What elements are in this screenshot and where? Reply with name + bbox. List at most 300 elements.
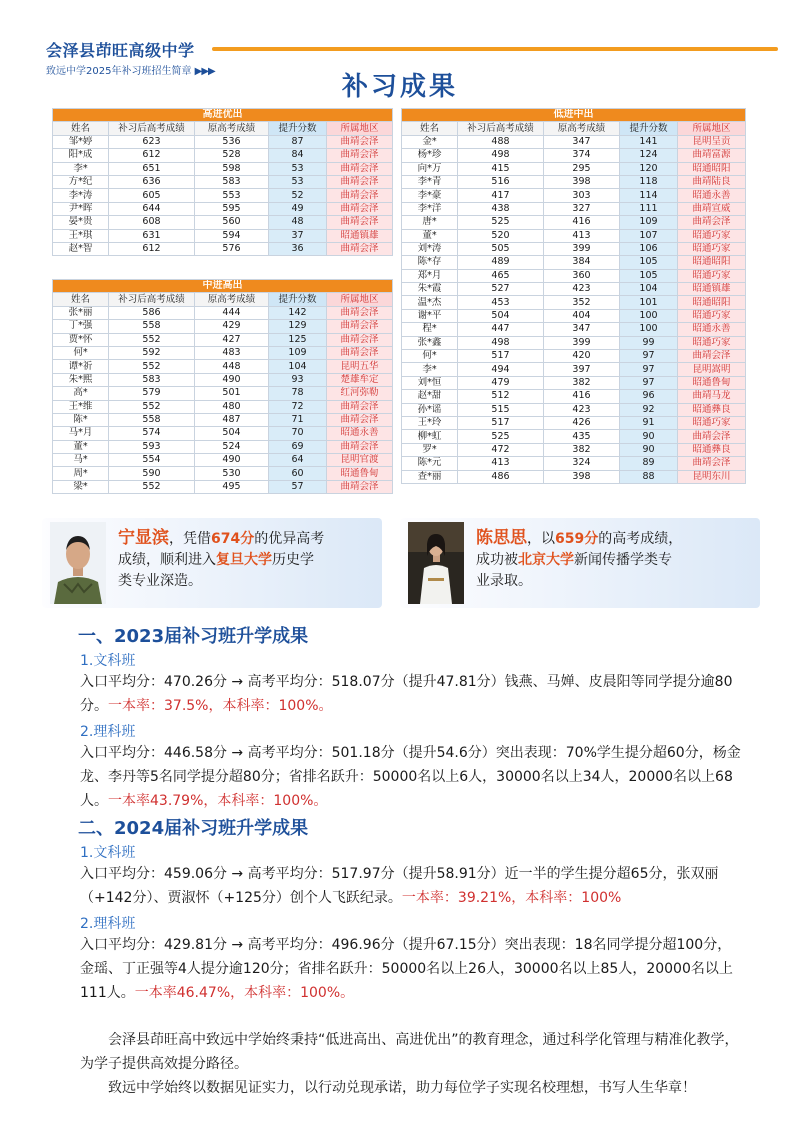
table-cell: 楚雄牟定 [327, 373, 393, 386]
table-row [402, 416, 746, 429]
table-cell: 382 [544, 443, 620, 456]
table-cell: 谭*祈 [53, 360, 109, 373]
table-cell: 昆明官渡 [327, 454, 393, 467]
table-cell: 590 [109, 467, 195, 480]
table-cell: 曲靖会泽 [327, 480, 393, 493]
column-header: 原高考成绩 [195, 293, 269, 306]
table-cell: 479 [458, 376, 544, 389]
table-cell: 636 [109, 175, 195, 188]
table-cell: 92 [620, 403, 678, 416]
table-cell: 71 [269, 413, 327, 426]
table-cell: 昭通昭阳 [678, 162, 746, 175]
table-row [402, 256, 746, 269]
table-cell: 梁* [53, 480, 109, 493]
table-cell: 504 [458, 309, 544, 322]
table-cell: 晏*贵 [53, 216, 109, 229]
table-cell: 416 [544, 216, 620, 229]
table-dijin-zhongchu [401, 108, 746, 484]
subsection-like-2024: 2.理科班 [80, 916, 136, 932]
column-header: 提升分数 [269, 293, 327, 306]
profile-card-chen [400, 518, 760, 608]
table-cell: 552 [109, 400, 195, 413]
table-cell: 420 [544, 350, 620, 363]
table-cell: 曲靖会泽 [327, 162, 393, 175]
table-row [402, 189, 746, 202]
table-cell: 84 [269, 149, 327, 162]
table-cell: 69 [269, 440, 327, 453]
table-row [53, 162, 393, 175]
table-cell: 97 [620, 376, 678, 389]
table-row [53, 189, 393, 202]
table-cell: 382 [544, 376, 620, 389]
table-cell: 480 [195, 400, 269, 413]
table-cell: 昆明嵩明 [678, 363, 746, 376]
table-cell: 孙*谣 [402, 403, 458, 416]
column-header: 姓名 [53, 293, 109, 306]
table-cell: 552 [109, 480, 195, 493]
table-cell: 张*丽 [53, 306, 109, 319]
table-cell: 125 [269, 333, 327, 346]
table-cell: 397 [544, 363, 620, 376]
table-row [402, 470, 746, 483]
result-text: 入口平均分：459.06分 → 高考平均分：517.97分（提升58.91分）近一半的学生提分超65分，张双丽（+142分）、贾淑怀（+125分）创个人飞跃纪录。 [80, 866, 719, 906]
table-row [402, 443, 746, 456]
table-cell: 红河弥勒 [327, 387, 393, 400]
table-cell: 王*维 [53, 400, 109, 413]
table-cell: 118 [620, 175, 678, 188]
table-cell: 360 [544, 269, 620, 282]
subsection-wenke-2024: 1.文科班 [80, 845, 136, 861]
table-cell: 465 [458, 269, 544, 282]
table-row [53, 202, 393, 215]
table-cell: 昭通巧家 [678, 242, 746, 255]
table-cell: 向*万 [402, 162, 458, 175]
paragraph-wenke-2023 [80, 670, 745, 718]
column-header: 补习后高考成绩 [109, 293, 195, 306]
table-cell: 595 [195, 202, 269, 215]
table-cell: 142 [269, 306, 327, 319]
table-cell: 399 [544, 336, 620, 349]
table-row [53, 135, 393, 148]
table-cell: 605 [109, 189, 195, 202]
table-cell: 57 [269, 480, 327, 493]
table-cell: 70 [269, 427, 327, 440]
table-gaojin-youchu [52, 108, 393, 256]
table-cell: 101 [620, 296, 678, 309]
table-cell: 曲靖会泽 [327, 413, 393, 426]
table-cell: 594 [195, 229, 269, 242]
column-header: 补习后高考成绩 [109, 122, 195, 135]
table-cell: 曲靖会泽 [327, 333, 393, 346]
table-cell: 高* [53, 387, 109, 400]
table-cell: 刘*恒 [402, 376, 458, 389]
table-row [402, 175, 746, 188]
table-cell: 柳*虹 [402, 430, 458, 443]
table-cell: 516 [458, 175, 544, 188]
table-row [402, 242, 746, 255]
table-cell: 90 [620, 430, 678, 443]
table-cell: 昭通巧家 [678, 416, 746, 429]
table-cell: 昭通镇雄 [678, 283, 746, 296]
table-cell: 曲靖陆良 [678, 175, 746, 188]
table-row [402, 162, 746, 175]
table-cell: 524 [195, 440, 269, 453]
table-cell: 106 [620, 242, 678, 255]
table-cell: 董* [53, 440, 109, 453]
table-cell: 36 [269, 242, 327, 255]
table-cell: 612 [109, 149, 195, 162]
table-cell: 89 [620, 457, 678, 470]
table-cell: 530 [195, 467, 269, 480]
paragraph-like-2024 [80, 933, 745, 1005]
table-cell: 426 [544, 416, 620, 429]
table-cell: 586 [109, 306, 195, 319]
table-row [402, 390, 746, 403]
column-header: 所属地区 [327, 122, 393, 135]
table-cell: 536 [195, 135, 269, 148]
subsection-like-2023: 2.理科班 [80, 724, 136, 740]
table-cell: 48 [269, 216, 327, 229]
table-cell: 114 [620, 189, 678, 202]
table-cell: 612 [109, 242, 195, 255]
table-row [402, 403, 746, 416]
section-title-2024: 二、2024届补习班升学成果 [78, 818, 309, 839]
table-cell: 马*月 [53, 427, 109, 440]
header-divider [212, 47, 778, 51]
result-text: 入口平均分：446.58分 → 高考平均分：501.18分（提升54.6分）突出表现：70%学生提分超60分，杨金龙、李丹等5名同学提分超80分；省排名跃升：50000名以上6人，30000名以上34人，20000名以上68人。 [80, 745, 741, 809]
table-cell: 109 [269, 346, 327, 359]
table-cell: 尹*晖 [53, 202, 109, 215]
table-row [53, 467, 393, 480]
table-cell: 552 [109, 360, 195, 373]
table-cell: 120 [620, 162, 678, 175]
table-cell: 100 [620, 309, 678, 322]
table-cell: 91 [620, 416, 678, 429]
table-cell: 李* [53, 162, 109, 175]
table-cell: 489 [458, 256, 544, 269]
table-cell: 490 [195, 373, 269, 386]
table-cell: 593 [109, 440, 195, 453]
table-cell: 李*豪 [402, 189, 458, 202]
table-row [402, 216, 746, 229]
profile-text-part: 的优异高考 [254, 531, 325, 547]
table-cell: 109 [620, 216, 678, 229]
table-cell: 517 [458, 416, 544, 429]
profile-text-part: 业录取。 [476, 573, 532, 589]
table-cell: 97 [620, 350, 678, 363]
table-cell: 曲靖会泽 [327, 242, 393, 255]
table-cell: 昭通巧家 [678, 229, 746, 242]
table-cell: 444 [195, 306, 269, 319]
table-cell: 413 [458, 457, 544, 470]
admitted-university: 复旦大学 [216, 552, 272, 568]
table-cell: 昆明五华 [327, 360, 393, 373]
table-cell: 96 [620, 390, 678, 403]
table-cell: 王*琪 [53, 229, 109, 242]
table-cell: 525 [458, 430, 544, 443]
table-cell: 528 [195, 149, 269, 162]
table-cell: 631 [109, 229, 195, 242]
table-row [53, 454, 393, 467]
admission-rate: 一本率：39.21%，本科率：100% [401, 890, 622, 906]
table-cell: 498 [458, 149, 544, 162]
table-cell: 赵*甜 [402, 390, 458, 403]
table-cell: 129 [269, 320, 327, 333]
table-cell: 488 [458, 135, 544, 148]
table-cell: 574 [109, 427, 195, 440]
table-cell: 512 [458, 390, 544, 403]
table-cell: 104 [269, 360, 327, 373]
admission-rate: 一本率46.47%，本科率：100%。 [134, 985, 355, 1001]
table-cell: 张*鑫 [402, 336, 458, 349]
profile-text [118, 528, 378, 592]
table-cell: 90 [620, 443, 678, 456]
table-cell: 曲靖会泽 [678, 457, 746, 470]
table-row [402, 430, 746, 443]
table-cell: 100 [620, 323, 678, 336]
table-cell: 罗* [402, 443, 458, 456]
page-title: 补习成果 [341, 72, 458, 102]
table-cell: 494 [458, 363, 544, 376]
table-row [53, 216, 393, 229]
table-cell: 472 [458, 443, 544, 456]
table-cell: 487 [195, 413, 269, 426]
profile-text-part: ，以 [527, 531, 555, 547]
school-name: 会泽县茚旺高级中学 [46, 41, 195, 60]
table-cell: 64 [269, 454, 327, 467]
profile-text-part: ，凭借 [169, 531, 211, 547]
table-cell: 昆明呈贡 [678, 135, 746, 148]
table-row [53, 242, 393, 255]
table-row [402, 336, 746, 349]
table-cell: 郑*月 [402, 269, 458, 282]
table-cell: 87 [269, 135, 327, 148]
profile-text-part: 新闻传播学类专 [574, 552, 672, 568]
table-cell: 何* [53, 346, 109, 359]
table-cell: 415 [458, 162, 544, 175]
profile-text-part: 历史学 [272, 552, 314, 568]
table-cell: 昭通镇雄 [327, 229, 393, 242]
table-cell: 朱*霞 [402, 283, 458, 296]
table-cell: 398 [544, 470, 620, 483]
table-cell: 384 [544, 256, 620, 269]
table-cell: 99 [620, 336, 678, 349]
table-cell: 程* [402, 323, 458, 336]
column-header: 所属地区 [327, 293, 393, 306]
table-row [402, 269, 746, 282]
table-cell: 517 [458, 350, 544, 363]
table-cell: 435 [544, 430, 620, 443]
table-cell: 453 [458, 296, 544, 309]
paragraph-wenke-2024 [80, 862, 745, 910]
table-cell: 查*丽 [402, 470, 458, 483]
table-cell: 72 [269, 400, 327, 413]
table-row [402, 309, 746, 322]
table-section-title: 高进优出 [53, 109, 393, 122]
table-cell: 曲靖会泽 [327, 175, 393, 188]
table-row [53, 373, 393, 386]
table-row [402, 363, 746, 376]
subsection-wenke-2023: 1.文科班 [80, 653, 136, 669]
table-cell: 曲靖会泽 [327, 346, 393, 359]
profile-text-part: 成绩，顺利进入 [118, 552, 216, 568]
table-row [402, 229, 746, 242]
table-cell: 88 [620, 470, 678, 483]
table-cell: 416 [544, 390, 620, 403]
table-cell: 马* [53, 454, 109, 467]
table-cell: 398 [544, 175, 620, 188]
table-cell: 495 [195, 480, 269, 493]
table-row [402, 149, 746, 162]
column-header: 提升分数 [620, 122, 678, 135]
table-cell: 李*涛 [53, 189, 109, 202]
student-score: 659分 [555, 531, 599, 547]
column-header: 原高考成绩 [544, 122, 620, 135]
table-cell: 李* [402, 363, 458, 376]
table-cell: 644 [109, 202, 195, 215]
table-header-row [402, 122, 746, 135]
table-cell: 昭通巧家 [678, 336, 746, 349]
table-cell: 592 [109, 346, 195, 359]
table-cell: 昭通永善 [678, 323, 746, 336]
table-cell: 陈* [53, 413, 109, 426]
table-cell: 352 [544, 296, 620, 309]
table-cell: 53 [269, 175, 327, 188]
table-cell: 347 [544, 323, 620, 336]
table-cell: 昭通鲁甸 [327, 467, 393, 480]
table-cell: 404 [544, 309, 620, 322]
table-cell: 曲靖宣威 [678, 202, 746, 215]
table-row [53, 480, 393, 493]
table-cell: 423 [544, 403, 620, 416]
table-row [53, 149, 393, 162]
profile-text-part: 的高考成绩， [598, 531, 683, 547]
table-cell: 623 [109, 135, 195, 148]
table-cell: 105 [620, 269, 678, 282]
table-row [402, 202, 746, 215]
table-cell: 105 [620, 256, 678, 269]
table-cell: 刘*涛 [402, 242, 458, 255]
student-photo-avatar [50, 522, 106, 604]
table-cell: 295 [544, 162, 620, 175]
table-cell: 昭通巧家 [678, 309, 746, 322]
table-cell: 583 [195, 175, 269, 188]
table-cell: 李*洋 [402, 202, 458, 215]
table-cell: 447 [458, 323, 544, 336]
triple-arrow-icon: ▶▶▶ [194, 66, 215, 77]
student-name: 宁显滨 [118, 528, 169, 548]
admission-rate: 一本率：37.5%，本科率：100%。 [108, 698, 333, 714]
table-row [402, 376, 746, 389]
table-cell: 陈*存 [402, 256, 458, 269]
table-cell: 520 [458, 229, 544, 242]
table-cell: 董* [402, 229, 458, 242]
admitted-university: 北京大学 [518, 552, 574, 568]
table-cell: 60 [269, 467, 327, 480]
table-cell: 527 [458, 283, 544, 296]
table-cell: 曲靖会泽 [327, 306, 393, 319]
table-cell: 576 [195, 242, 269, 255]
table-cell: 427 [195, 333, 269, 346]
table-cell: 曲靖马龙 [678, 390, 746, 403]
table-cell: 417 [458, 189, 544, 202]
table-cell: 554 [109, 454, 195, 467]
table-cell: 448 [195, 360, 269, 373]
table-cell: 曲靖会泽 [678, 430, 746, 443]
table-cell: 558 [109, 320, 195, 333]
table-cell: 423 [544, 283, 620, 296]
table-cell: 金* [402, 135, 458, 148]
closing-paragraph-2: 致远中学始终以数据见证实力，以行动兑现承诺，助力每位学子实现名校理想，书写人生华章！ [108, 1080, 696, 1096]
table-cell: 374 [544, 149, 620, 162]
result-text: 入口平均分：470.26分 → 高考平均分：518.07分（提升47.81分）钱燕、马婵、皮晨阳等同学提分逾80分。 [80, 674, 733, 714]
table-cell: 327 [544, 202, 620, 215]
table-cell: 651 [109, 162, 195, 175]
table-cell: 558 [109, 413, 195, 426]
table-cell: 483 [195, 346, 269, 359]
table-cell: 52 [269, 189, 327, 202]
table-cell: 昭通鲁甸 [678, 376, 746, 389]
table-cell: 谢*平 [402, 309, 458, 322]
table-cell: 陈*元 [402, 457, 458, 470]
table-cell: 49 [269, 202, 327, 215]
table-cell: 昭通巧家 [678, 269, 746, 282]
closing-paragraph-1: 会泽县茚旺高中致远中学始终秉持“低进高出、高进优出”的教育理念，通过科学化管理与精准化教学，为学子提供高效提分路径。 [80, 1032, 739, 1072]
column-header: 补习后高考成绩 [458, 122, 544, 135]
table-cell: 553 [195, 189, 269, 202]
table-section-title: 中进高出 [53, 280, 393, 293]
profile-text-part: 类专业深造。 [118, 573, 202, 589]
table-cell: 李*青 [402, 175, 458, 188]
table-cell: 昭通彝良 [678, 443, 746, 456]
table-cell: 501 [195, 387, 269, 400]
table-cell: 438 [458, 202, 544, 215]
table-row [53, 360, 393, 373]
table-row [53, 320, 393, 333]
table-cell: 579 [109, 387, 195, 400]
table-header-row [53, 293, 393, 306]
table-row [402, 350, 746, 363]
result-text: 入口平均分：429.81分 → 高考平均分：496.96分（提升67.15分）突出表现：18名同学提分超100分，金瑶、丁正强等4人提分逾120分；省排名跃升：50000名以上26人，30000名以上85人，20000名以上111人。 [80, 937, 733, 1001]
table-header-row [53, 122, 393, 135]
table-cell: 邹*婷 [53, 135, 109, 148]
table-cell: 498 [458, 336, 544, 349]
table-cell: 贾*怀 [53, 333, 109, 346]
table-row [53, 387, 393, 400]
table-cell: 37 [269, 229, 327, 242]
table-cell: 丁*强 [53, 320, 109, 333]
student-score: 674分 [211, 531, 255, 547]
table-section-title: 低进中出 [402, 109, 746, 122]
table-cell: 曲靖会泽 [327, 216, 393, 229]
profile-text [476, 528, 756, 592]
table-cell: 朱*熙 [53, 373, 109, 386]
table-cell: 324 [544, 457, 620, 470]
table-cell: 93 [269, 373, 327, 386]
table-cell: 583 [109, 373, 195, 386]
table-cell: 490 [195, 454, 269, 467]
table-row [402, 283, 746, 296]
table-zhongjin-gaochu [52, 279, 393, 494]
table-cell: 曲靖富源 [678, 149, 746, 162]
table-cell: 525 [458, 216, 544, 229]
table-cell: 347 [544, 135, 620, 148]
table-cell: 515 [458, 403, 544, 416]
table-row [53, 306, 393, 319]
column-header: 姓名 [402, 122, 458, 135]
table-cell: 504 [195, 427, 269, 440]
table-row [53, 400, 393, 413]
